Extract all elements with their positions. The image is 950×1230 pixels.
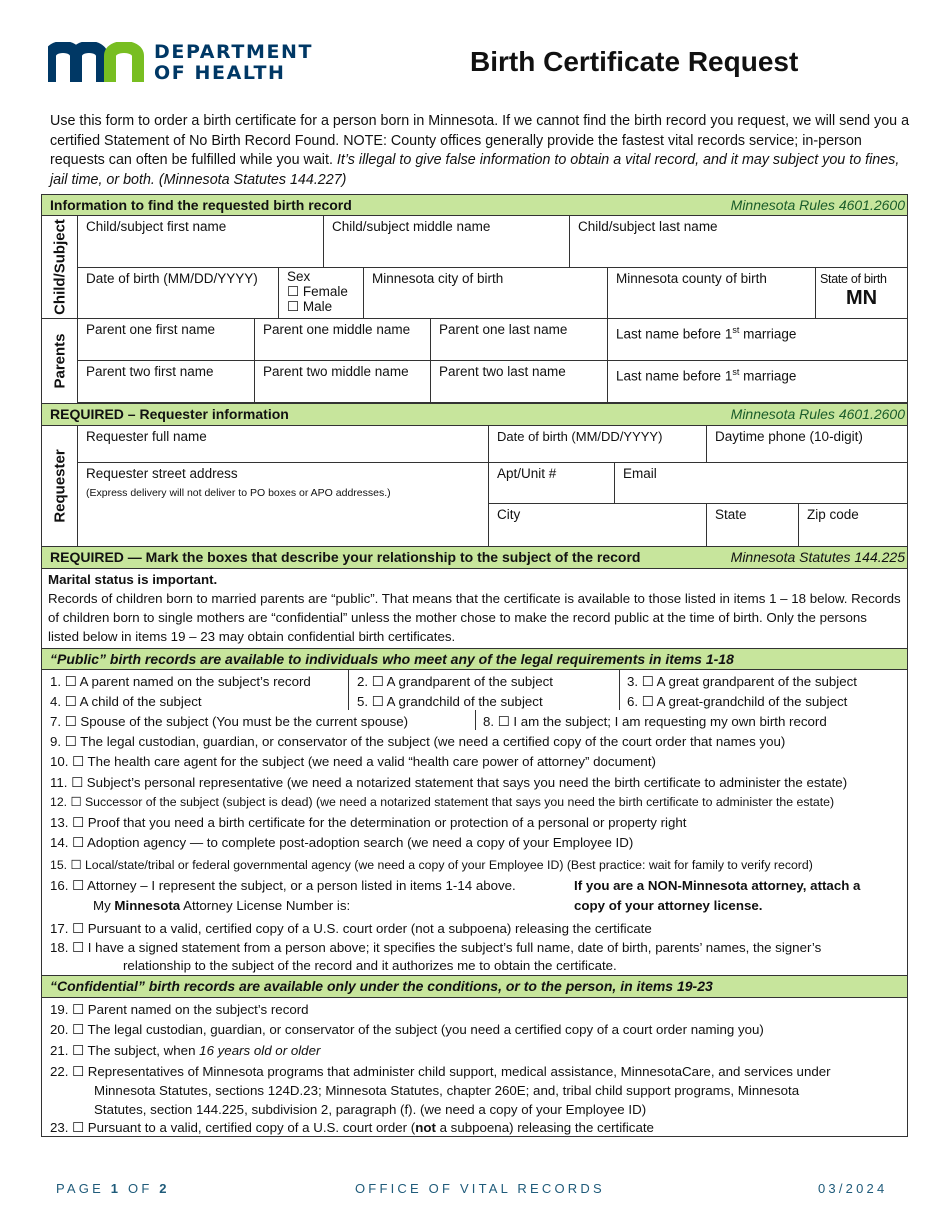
marital-status-text: Records of children born to married parents are “public”. That means that the certificate is available to those listed in items 1 – 18 below. Records of children born to single mothers are “confidential” unless the mother chose to make the record public at the time of birth. Only the persons listed below in items 19 – 23 may obtain confidential birth certificates. — [48, 591, 901, 644]
birth-state-value: MN — [845, 287, 878, 309]
page-number-current: 1 — [110, 1181, 122, 1196]
item-16-license-c: Attorney License Number is: — [180, 898, 351, 913]
logo-text — [154, 42, 313, 84]
parents-label: Parents — [51, 333, 68, 389]
child-last-name-label: Child/subject last name — [578, 219, 718, 234]
request-form — [41, 194, 908, 1137]
item-21-text: 21. ☐ The subject, when — [50, 1043, 200, 1058]
requester-zip-label: Zip code — [807, 507, 859, 522]
item-2-checkbox[interactable]: 2. ☐ A grandparent of the subject — [357, 674, 553, 689]
parent1-sup: st — [732, 325, 740, 335]
item-9-checkbox[interactable]: 9. ☐ The legal custodian, guardian, or conservator of the subject (we need a certified copy of the court order that names you) — [50, 734, 786, 749]
parent2-first-field[interactable] — [78, 361, 255, 403]
section1-rule: Minnesota Rules 4601.2600 — [730, 197, 905, 213]
item-10-checkbox[interactable]: 10. ☐ The health care agent for the subject (we need a valid “health care power of attorney” document) — [50, 754, 656, 769]
item-16-note: If you are a NON-Minnesota attorney, attach a copy of your attorney license. — [574, 878, 861, 913]
requester-apt-label: Apt/Unit # — [497, 466, 557, 481]
confidential-records-header — [42, 975, 907, 998]
birth-city-field[interactable] — [364, 268, 608, 319]
child-last-name-field[interactable] — [570, 216, 907, 268]
items-divider-3 — [475, 710, 476, 730]
requester-email-field[interactable] — [615, 463, 907, 504]
parent2-marriage: marriage — [739, 368, 797, 384]
item-3-checkbox[interactable]: 3. ☐ A great grandparent of the subject — [627, 674, 857, 689]
intro-paragraph — [50, 112, 910, 190]
requester-city-label: City — [497, 507, 521, 522]
parent1-middle-field[interactable] — [255, 319, 431, 361]
requester-email-label: Email — [623, 466, 657, 481]
item-5-checkbox[interactable]: 5. ☐ A grandchild of the subject — [357, 694, 543, 709]
item-16-license-a: My — [93, 898, 115, 913]
public-records-header — [42, 648, 907, 670]
requester-dob-label: Date of birth (MM/DD/YYYY) — [497, 429, 663, 444]
item-16-checkbox[interactable]: 16. ☐ Attorney – I represent the subject, or a person listed in items 1-14 above. — [50, 878, 516, 893]
requester-address-field[interactable] — [78, 463, 489, 546]
parent2-middle-label: Parent two middle name — [263, 364, 409, 379]
page-number-of: OF — [121, 1181, 160, 1196]
item-18-checkbox[interactable]: 18. ☐ I have a signed statement from a person above; it specifies the subject’s full name, date of birth, parents’ names, the signer’s — [50, 940, 822, 955]
footer-date: 03/2024 — [818, 1181, 888, 1196]
requester-apt-field[interactable] — [489, 463, 615, 504]
item-15-checkbox[interactable]: 15. ☐ Local/state/tribal or federal governmental agency (we need a copy of your Employee ID) (Best practice: wait for family to verify record) — [50, 858, 813, 872]
child-first-name-field[interactable] — [78, 216, 324, 268]
mn-logo-icon — [48, 42, 148, 84]
page-number-total: 2 — [159, 1181, 170, 1196]
section3-rule: Minnesota Statutes 144.225 — [730, 549, 905, 565]
sex-male-checkbox[interactable]: ☐ Male — [287, 299, 333, 314]
requester-state-field[interactable] — [707, 504, 799, 546]
parent1-maiden-label: Last name before 1 — [616, 326, 733, 342]
parent2-sup: st — [732, 367, 740, 377]
item-19-checkbox[interactable]: 19. ☐ Parent named on the subject’s record — [50, 1002, 309, 1017]
item-16-license-line[interactable] — [93, 896, 350, 915]
item-23-b: not — [415, 1120, 436, 1135]
section2-rule: Minnesota Rules 4601.2600 — [730, 406, 905, 422]
item-11-checkbox[interactable]: 11. ☐ Subject’s personal representative (we need a notarized statement that says you need the birth certificate to administer the estate) — [50, 775, 848, 790]
birth-state-label: State of birth — [820, 272, 887, 286]
birth-county-label: Minnesota county of birth — [616, 271, 767, 286]
requester-label: Requester — [51, 449, 68, 523]
items-divider-1 — [348, 670, 349, 710]
section2-heading: REQUIRED – Requester information — [50, 406, 289, 422]
child-subject-label: Child/Subject — [51, 219, 68, 315]
parent2-maiden-field[interactable] — [608, 361, 907, 403]
parent2-maiden-label: Last name before 1 — [616, 368, 733, 384]
requester-state-label: State — [715, 507, 747, 522]
item-22-line2: Minnesota Statutes, sections 124D.23; Minnesota Statutes, chapter 260E; and, tribal child support programs, Minnesota — [94, 1083, 800, 1098]
sex-field — [279, 268, 364, 319]
intro-warning: It’s illegal to give false information to obtain a vital record, and it may subject you to fines, jail time, or both. (Minnesota Statutes 144.227) — [50, 152, 900, 188]
item-13-checkbox[interactable]: 13. ☐ Proof that you need a birth certificate for the determination or protection of a personal or property right — [50, 815, 687, 830]
item-6-checkbox[interactable]: 6. ☐ A great-grandchild of the subject — [627, 694, 848, 709]
item-21-checkbox[interactable] — [50, 1041, 320, 1060]
requester-city-field[interactable] — [489, 504, 707, 546]
child-subject-side — [42, 216, 78, 319]
child-middle-name-label: Child/subject middle name — [332, 219, 491, 234]
parent1-last-label: Parent one last name — [439, 322, 568, 337]
requester-dob-field[interactable] — [489, 426, 707, 463]
page-title: Birth Certificate Request — [470, 46, 799, 77]
requester-name-field[interactable] — [78, 426, 489, 463]
birth-state-field — [816, 268, 907, 319]
item-7-checkbox[interactable]: 7. ☐ Spouse of the subject (You must be the current spouse) — [50, 714, 409, 729]
requester-zip-field[interactable] — [799, 504, 907, 546]
birth-city-label: Minnesota city of birth — [372, 271, 504, 286]
item-22-checkbox[interactable]: 22. ☐ Representatives of Minnesota programs that administer child support, medical assistance, MinnesotaCare, and services under — [50, 1064, 831, 1079]
requester-name-label: Requester full name — [86, 429, 207, 444]
item-23-a: 23. ☐ Pursuant to a valid, certified copy of a U.S. court order ( — [50, 1120, 416, 1135]
parents-side — [42, 319, 78, 403]
public-records-heading: “Public” birth records are available to individuals who meet any of the legal requirements in items 1-18 — [50, 651, 734, 667]
child-first-name-label: Child/subject first name — [86, 219, 227, 234]
parent2-first-label: Parent two first name — [86, 364, 214, 379]
parent2-middle-field[interactable] — [255, 361, 431, 403]
parent2-last-label: Parent two last name — [439, 364, 566, 379]
section3-heading: REQUIRED — Mark the boxes that describe your relationship to the subject of the record — [50, 549, 641, 565]
birth-county-field[interactable] — [608, 268, 816, 319]
child-middle-name-field[interactable] — [324, 216, 570, 268]
footer-office: OFFICE OF VITAL RECORDS — [355, 1181, 605, 1196]
parent1-first-label: Parent one first name — [86, 322, 216, 337]
child-dob-field[interactable] — [78, 268, 279, 319]
section1-header — [42, 194, 907, 216]
item-23-c: a subpoena) releasing the certificate — [435, 1120, 654, 1135]
parent1-marriage: marriage — [739, 326, 797, 342]
parent1-first-field[interactable] — [78, 319, 255, 361]
requester-phone-field[interactable] — [707, 426, 907, 463]
item-18-continued: relationship to the subject of the record and it authorizes me to obtain the certificate. — [123, 958, 617, 973]
parent1-middle-label: Parent one middle name — [263, 322, 411, 337]
sex-female-checkbox[interactable]: ☐ Female — [287, 284, 348, 299]
confidential-records-heading: “Confidential” birth records are available only under the conditions, or to the person, in items 19-23 — [50, 978, 713, 994]
item-1-checkbox[interactable]: 1. ☐ A parent named on the subject’s record — [50, 674, 311, 689]
item-17-checkbox[interactable]: 17. ☐ Pursuant to a valid, certified copy of a U.S. court order (not a subpoena) releasing the certificate — [50, 921, 652, 936]
section3-header — [42, 546, 907, 569]
item-21-italic: 16 years old or older — [199, 1043, 321, 1058]
marital-status-block — [48, 570, 901, 646]
page-number-prefix: PAGE — [56, 1181, 111, 1196]
parent2-last-field[interactable] — [431, 361, 608, 403]
items-divider-2 — [619, 670, 620, 710]
item-20-checkbox[interactable]: 20. ☐ The legal custodian, guardian, or conservator of the subject (you need a certified copy of a court order naming you) — [50, 1022, 764, 1037]
item-23-checkbox[interactable] — [50, 1118, 654, 1137]
requester-address-label: Requester street address — [86, 466, 238, 481]
parent1-last-field[interactable] — [431, 319, 608, 361]
logo-line2: OF HEALTH — [154, 62, 286, 84]
requester-side — [42, 426, 78, 546]
item-8-checkbox[interactable]: 8. ☐ I am the subject; I am requesting my own birth record — [483, 714, 827, 729]
item-14-checkbox[interactable]: 14. ☐ Adoption agency — to complete post-adoption search (we need a copy of your Employee ID) — [50, 835, 634, 850]
marital-status-title: Marital status is important. — [48, 572, 218, 587]
item-16-license-b: Minnesota — [114, 898, 181, 913]
logo-line1: DEPARTMENT — [154, 41, 314, 63]
item-12-checkbox[interactable]: 12. ☐ Successor of the subject (subject is dead) (we need a notarized statement that says you need the birth certificate to administer the estate) — [50, 795, 835, 809]
section1-heading: Information to find the requested birth record — [50, 197, 352, 213]
mdh-logo — [48, 42, 338, 86]
requester-address-note: (Express delivery will not deliver to PO boxes or APO addresses.) — [86, 487, 391, 499]
item-4-checkbox[interactable]: 4. ☐ A child of the subject — [50, 694, 202, 709]
section2-header — [42, 403, 907, 426]
page-number — [56, 1181, 170, 1196]
sex-label: Sex — [287, 269, 311, 284]
intro-text: Use this form to order a birth certificate for a person born in Minnesota. If we cannot find the birth record you request, we will send you a certified Statement of No Birth Record Found. NOTE: County offices generally provide the fastest vital records service; in-person requests can often be fulfilled while you wait. — [50, 113, 910, 168]
item-22-line3: Statutes, section 144.225, subdivision 2, paragraph (f). (we need a copy of your Employee ID) — [94, 1102, 647, 1117]
child-dob-label: Date of birth (MM/DD/YYYY) — [86, 271, 258, 286]
parent1-maiden-field[interactable] — [608, 319, 907, 361]
requester-phone-label: Daytime phone (10-digit) — [715, 429, 863, 444]
